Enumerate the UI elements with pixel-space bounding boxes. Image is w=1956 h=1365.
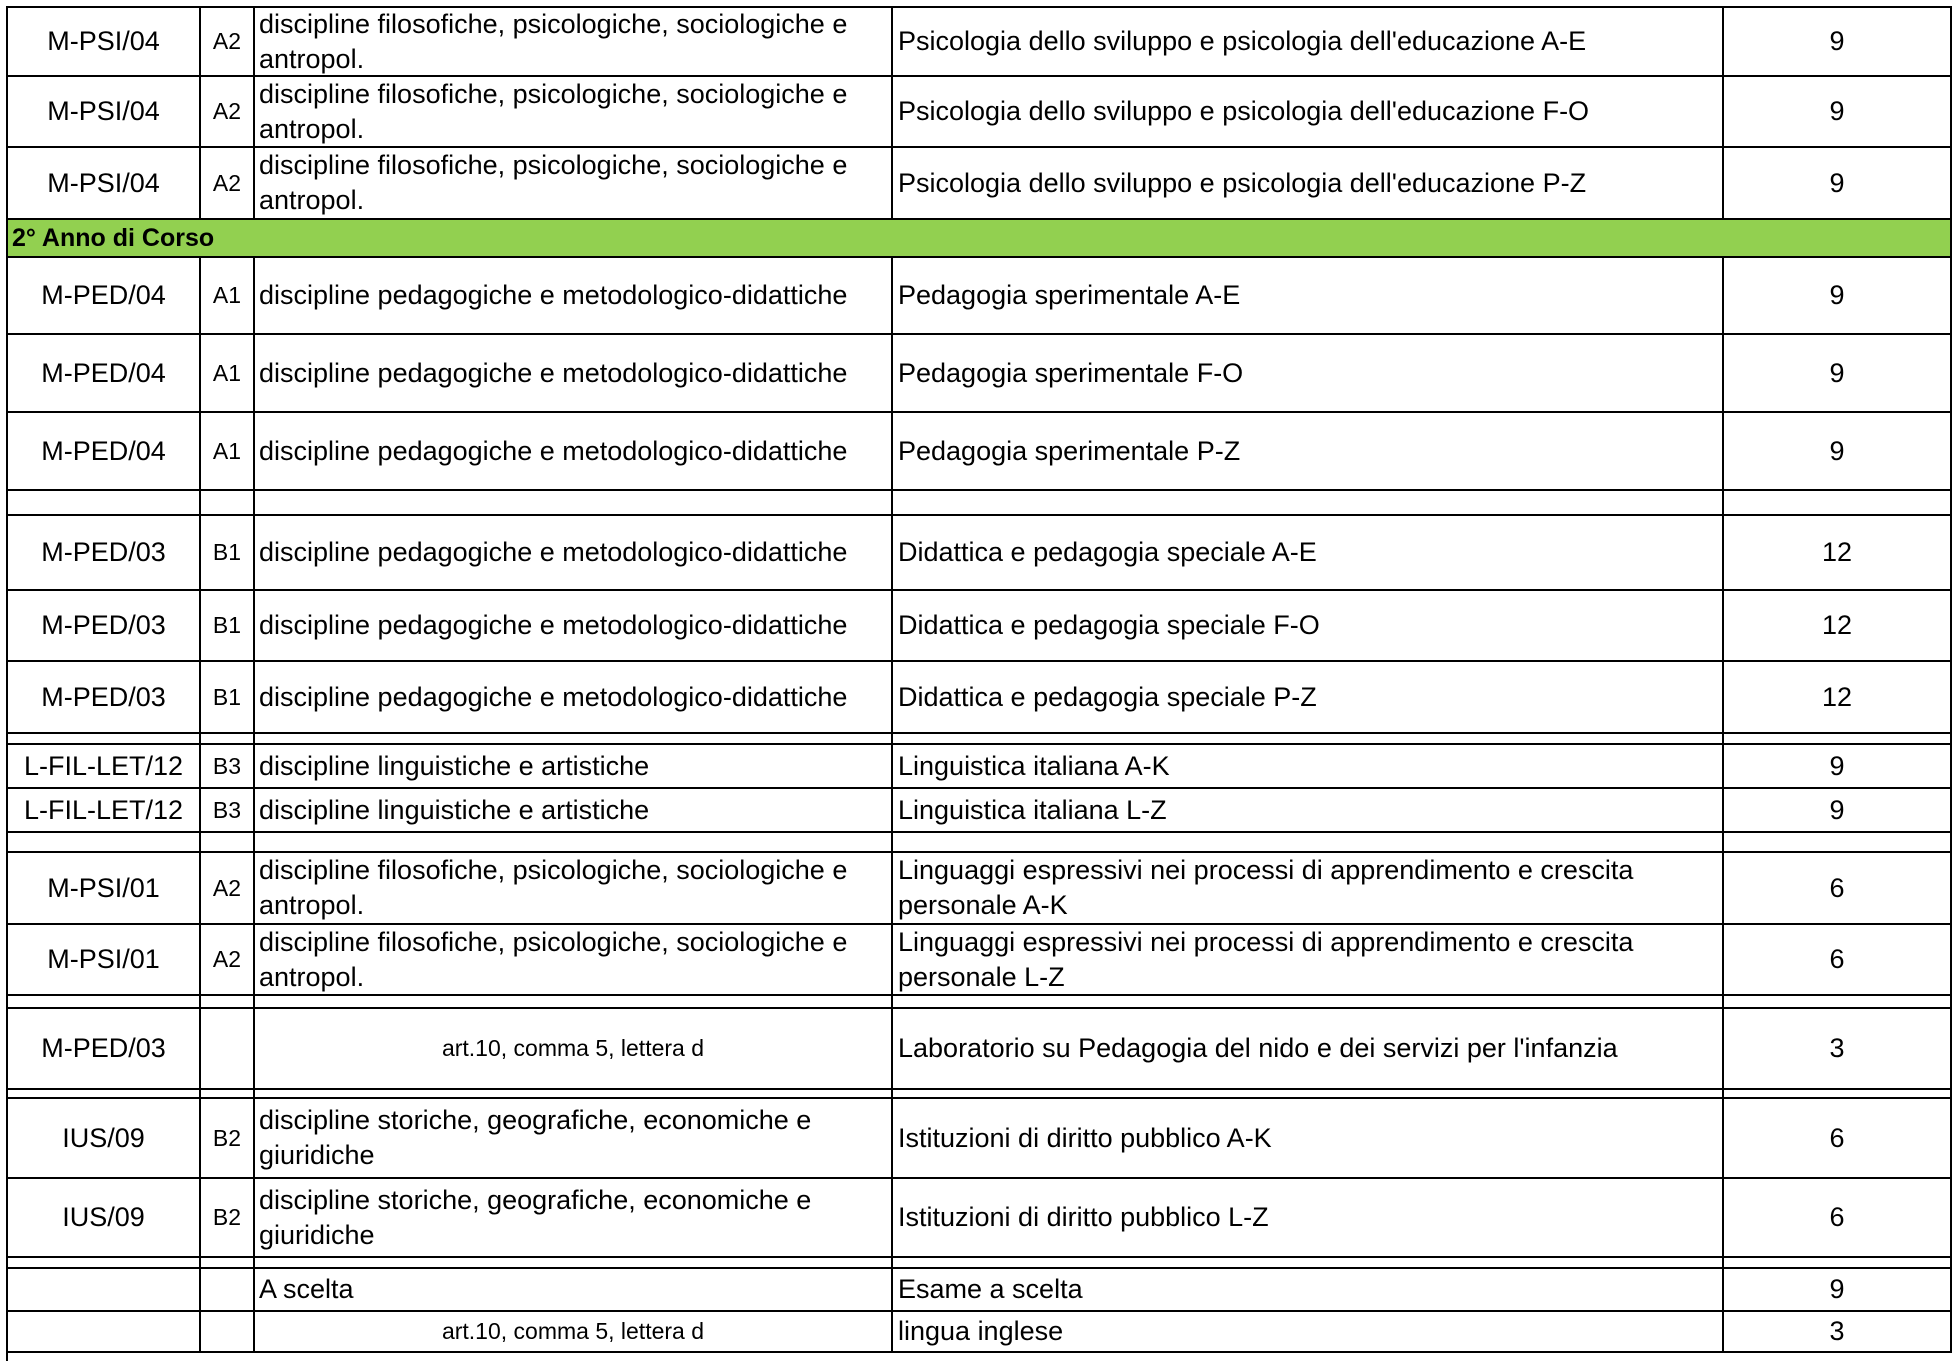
row-area-text: discipline filosofiche, psicologiche, sociologiche e antropol. <box>259 926 848 992</box>
row-code <box>8 148 201 220</box>
row-area-text: discipline filosofiche, psicologiche, sociologiche e antropol. <box>259 8 848 74</box>
row-area-text: discipline pedagogiche e metodologico-didattiche <box>259 681 848 712</box>
row-course <box>893 413 1724 491</box>
row-cfu-text: 9 <box>1829 750 1845 781</box>
row-type <box>201 833 255 853</box>
row-type <box>201 925 255 996</box>
row-cfu-text: 9 <box>1829 357 1845 388</box>
row-cfu <box>1724 996 1952 1009</box>
row-cfu <box>1724 833 1952 853</box>
row-course <box>893 853 1724 925</box>
row-area-text: discipline filosofiche, psicologiche, sociologiche e antropol. <box>259 150 848 215</box>
table-row <box>8 591 1952 662</box>
table-row <box>8 516 1952 591</box>
row-course <box>893 1258 1724 1269</box>
row-course-text: Pedagogia sperimentale F-O <box>898 357 1244 388</box>
table-row <box>8 413 1952 491</box>
table-row <box>8 77 1952 148</box>
row-course-text: Istituzioni di diritto pubblico A-K <box>898 1122 1272 1153</box>
row-area-text: discipline storiche, geografiche, economiche e giuridiche <box>259 1184 812 1250</box>
row-cfu-text: 9 <box>1829 167 1845 198</box>
row-area-text: discipline pedagogiche e metodologico-didattiche <box>259 537 848 567</box>
row-area-text: A scelta <box>259 1274 354 1304</box>
row-area <box>255 745 893 789</box>
row-course <box>893 789 1724 833</box>
row-cfu <box>1724 1009 1952 1090</box>
row-type <box>201 789 255 833</box>
row-code <box>8 996 201 1009</box>
row-course <box>893 591 1724 662</box>
row-area <box>255 258 893 335</box>
row-cfu <box>1724 1269 1952 1312</box>
row-type-text: A2 <box>212 874 242 901</box>
row-type <box>201 516 255 591</box>
row-cfu-text: 12 <box>1821 537 1853 567</box>
row-type <box>201 77 255 148</box>
row-area <box>255 591 893 662</box>
row-type-text: A2 <box>212 946 242 972</box>
row-type <box>201 491 255 516</box>
row-area <box>255 1009 893 1090</box>
row-area <box>255 734 893 745</box>
table-row <box>8 1009 1952 1090</box>
row-course-text: Psicologia dello sviluppo e psicologia dell'educazione A-E <box>898 26 1587 56</box>
row-code <box>8 491 201 516</box>
row-area-text: discipline pedagogiche e metodologico-didattiche <box>259 357 848 388</box>
table-row <box>8 853 1952 925</box>
row-code <box>8 1312 201 1353</box>
row-area-text: discipline filosofiche, psicologiche, sociologiche e antropol. <box>259 78 848 144</box>
row-code <box>8 662 201 734</box>
table-row <box>8 789 1952 833</box>
row-area <box>255 833 893 853</box>
row-cfu <box>1724 335 1952 413</box>
row-cfu <box>1724 925 1952 996</box>
row-course-text: Linguistica italiana L-Z <box>898 794 1167 825</box>
row-type <box>201 734 255 745</box>
row-code <box>8 1090 201 1099</box>
row-course <box>893 1179 1724 1258</box>
row-cfu-text: 9 <box>1829 435 1845 466</box>
row-code <box>8 1258 201 1269</box>
row-area <box>255 925 893 996</box>
row-cfu-text: 12 <box>1821 610 1853 640</box>
row-course-text: Pedagogia sperimentale P-Z <box>898 435 1241 466</box>
row-area-text: art.10, comma 5, lettera d <box>441 1035 705 1061</box>
row-cfu <box>1724 258 1952 335</box>
row-code <box>8 789 201 833</box>
row-cfu-text: 12 <box>1821 681 1853 712</box>
row-cfu <box>1724 789 1952 833</box>
row-code <box>8 734 201 745</box>
row-type <box>201 1179 255 1258</box>
row-type <box>201 996 255 1009</box>
row-cfu-text: 3 <box>1829 1033 1845 1063</box>
row-cfu <box>1724 77 1952 148</box>
row-type <box>201 853 255 925</box>
row-area <box>255 335 893 413</box>
row-area <box>255 853 893 925</box>
row-course <box>893 1009 1724 1090</box>
row-type <box>201 8 255 77</box>
row-course-text: Psicologia dello sviluppo e psicologia dell'educazione P-Z <box>898 167 1587 198</box>
row-type-text: B3 <box>212 752 242 779</box>
row-area-text: discipline pedagogiche e metodologico-didattiche <box>259 280 848 310</box>
row-code-text: M-PSI/01 <box>47 944 160 974</box>
row-cfu <box>1724 1099 1952 1179</box>
row-code <box>8 1099 201 1179</box>
row-area <box>255 996 893 1009</box>
row-type-text: A1 <box>212 437 242 464</box>
row-cfu-text: 6 <box>1829 1202 1845 1232</box>
row-code <box>8 258 201 335</box>
row-type <box>201 1090 255 1099</box>
row-course-text: Istituzioni di diritto pubblico L-Z <box>898 1202 1269 1232</box>
table-row <box>8 734 1952 745</box>
row-course-text: lingua inglese <box>898 1316 1064 1346</box>
row-course-text: Linguistica italiana A-K <box>898 750 1170 781</box>
row-code <box>8 925 201 996</box>
row-code-text: IUS/09 <box>62 1202 145 1232</box>
table-row <box>8 335 1952 413</box>
row-course <box>893 491 1724 516</box>
course-plan-table <box>6 6 1952 1361</box>
table-row <box>8 745 1952 789</box>
row-cfu-text: 9 <box>1829 280 1845 310</box>
row-type <box>201 1099 255 1179</box>
row-type <box>201 335 255 413</box>
table-row <box>8 148 1952 220</box>
row-code-text: IUS/09 <box>62 1122 145 1153</box>
row-cfu <box>1724 662 1952 734</box>
row-area-text: discipline filosofiche, psicologiche, sociologiche e antropol. <box>259 855 848 920</box>
table-row <box>8 1258 1952 1269</box>
row-type <box>201 1009 255 1090</box>
row-type-text: B2 <box>212 1124 242 1151</box>
row-course <box>893 925 1724 996</box>
row-course <box>893 734 1724 745</box>
row-course-text: Laboratorio su Pedagogia del nido e dei servizi per l'infanzia <box>898 1033 1618 1063</box>
row-course <box>893 662 1724 734</box>
row-course <box>893 148 1724 220</box>
row-type-text: A1 <box>212 282 242 308</box>
row-course <box>893 8 1724 77</box>
row-code <box>8 1179 201 1258</box>
row-code-text: M-PSI/01 <box>47 872 160 903</box>
row-type <box>201 258 255 335</box>
row-code-text: L-FIL-LET/12 <box>23 794 184 825</box>
row-code <box>8 516 201 591</box>
row-type <box>201 1269 255 1312</box>
row-code-text: M-PED/04 <box>41 280 166 310</box>
row-cfu-text: 6 <box>1829 1122 1845 1153</box>
row-code-text: M-PSI/04 <box>47 167 160 198</box>
row-code-text: M-PSI/04 <box>47 96 160 126</box>
row-course <box>893 1099 1724 1179</box>
row-cfu <box>1724 413 1952 491</box>
row-cfu-text: 9 <box>1829 794 1845 825</box>
row-code-text: L-FIL-LET/12 <box>23 750 184 781</box>
row-area-text: discipline pedagogiche e metodologico-didattiche <box>259 435 848 466</box>
row-code <box>8 8 201 77</box>
row-code <box>8 413 201 491</box>
row-course <box>893 745 1724 789</box>
row-cfu-text: 9 <box>1829 26 1845 56</box>
row-type <box>201 662 255 734</box>
row-cfu <box>1724 1179 1952 1258</box>
row-type-text: A2 <box>212 98 242 124</box>
row-cfu-text: 6 <box>1829 944 1845 974</box>
row-area <box>255 516 893 591</box>
row-code-text: M-PED/04 <box>41 435 166 466</box>
row-code-text: M-PED/03 <box>41 1033 166 1063</box>
table-row <box>8 1099 1952 1179</box>
row-course-text: Pedagogia sperimentale A-E <box>898 280 1241 310</box>
row-course <box>893 1269 1724 1312</box>
row-code <box>8 745 201 789</box>
row-code <box>8 335 201 413</box>
row-course-text: Esame a scelta <box>898 1274 1083 1304</box>
row-code <box>8 853 201 925</box>
row-code <box>8 77 201 148</box>
row-area <box>255 1312 893 1353</box>
row-type-text: B2 <box>212 1204 242 1230</box>
row-course-text: Linguaggi espressivi nei processi di apprendimento e crescita personale L-Z <box>898 926 1634 992</box>
table-row <box>8 1090 1952 1099</box>
row-area-text: art.10, comma 5, lettera d <box>441 1318 705 1344</box>
row-course-text: Didattica e pedagogia speciale A-E <box>898 537 1317 567</box>
row-code <box>8 591 201 662</box>
table-row <box>8 833 1952 853</box>
row-area <box>255 1258 893 1269</box>
row-cfu <box>1724 1312 1952 1353</box>
row-area-text: discipline pedagogiche e metodologico-didattiche <box>259 610 848 640</box>
table-row <box>8 258 1952 335</box>
table-row <box>8 996 1952 1009</box>
row-area-text: discipline linguistiche e artistiche <box>259 794 650 825</box>
row-course-text: Didattica e pedagogia speciale P-Z <box>898 681 1317 712</box>
row-area <box>255 148 893 220</box>
row-type-text: A1 <box>212 359 242 386</box>
row-type <box>201 1312 255 1353</box>
row-area <box>255 789 893 833</box>
row-area <box>255 1269 893 1312</box>
row-type <box>201 148 255 220</box>
row-type <box>201 1258 255 1269</box>
table-row <box>8 662 1952 734</box>
row-course-text: Didattica e pedagogia speciale F-O <box>898 610 1320 640</box>
row-code <box>8 1269 201 1312</box>
row-course <box>893 77 1724 148</box>
row-area <box>255 8 893 77</box>
row-cfu <box>1724 745 1952 789</box>
row-cfu <box>1724 1090 1952 1099</box>
row-type-text: B1 <box>212 683 242 710</box>
row-course-text: Linguaggi espressivi nei processi di apprendimento e crescita personale A-K <box>898 855 1634 920</box>
row-type <box>201 745 255 789</box>
table-row <box>8 925 1952 996</box>
row-cfu <box>1724 591 1952 662</box>
row-course <box>893 258 1724 335</box>
table-row <box>8 1269 1952 1312</box>
section-row <box>8 220 1952 258</box>
row-type <box>201 413 255 491</box>
row-cfu-text: 3 <box>1829 1316 1845 1346</box>
row-area <box>255 413 893 491</box>
row-type-text: B1 <box>212 612 242 638</box>
row-area <box>255 1099 893 1179</box>
row-cfu <box>1724 148 1952 220</box>
row-code-text: M-PSI/04 <box>47 26 160 56</box>
table-row <box>8 491 1952 516</box>
row-area <box>255 77 893 148</box>
row-area <box>255 662 893 734</box>
row-cfu <box>1724 1258 1952 1269</box>
row-course-text: Psicologia dello sviluppo e psicologia dell'educazione F-O <box>898 96 1590 126</box>
row-cfu-text: 6 <box>1829 872 1845 903</box>
row-code <box>8 833 201 853</box>
row-type-text: A2 <box>212 169 242 196</box>
row-cfu-text: 9 <box>1829 96 1845 126</box>
row-code-text: M-PED/03 <box>41 537 166 567</box>
table-row <box>8 1179 1952 1258</box>
row-area-text: discipline storiche, geografiche, economiche e giuridiche <box>259 1105 812 1170</box>
row-cfu-text: 9 <box>1829 1274 1845 1304</box>
row-course <box>893 516 1724 591</box>
row-course <box>893 833 1724 853</box>
row-course <box>893 1312 1724 1353</box>
section-title: 2° Anno di Corso <box>8 220 1952 258</box>
row-cfu <box>1724 853 1952 925</box>
row-type <box>201 591 255 662</box>
row-course <box>893 996 1724 1009</box>
row-type-text: A2 <box>212 28 242 54</box>
table-row <box>8 8 1952 77</box>
table-row <box>8 1312 1952 1353</box>
row-course <box>893 335 1724 413</box>
row-area <box>255 491 893 516</box>
row-type-text: B1 <box>212 539 242 565</box>
row-code-text: M-PED/03 <box>41 610 166 640</box>
row-cfu <box>1724 516 1952 591</box>
row-area <box>255 1179 893 1258</box>
row-cfu <box>1724 8 1952 77</box>
row-cfu <box>1724 491 1952 516</box>
row-course <box>893 1090 1724 1099</box>
row-code-text: M-PED/04 <box>41 357 166 388</box>
row-type-text: B3 <box>212 796 242 823</box>
row-cfu <box>1724 734 1952 745</box>
row-code <box>8 1009 201 1090</box>
row-area-text: discipline linguistiche e artistiche <box>259 750 650 781</box>
row-area <box>255 1090 893 1099</box>
row-code-text: M-PED/03 <box>41 681 166 712</box>
